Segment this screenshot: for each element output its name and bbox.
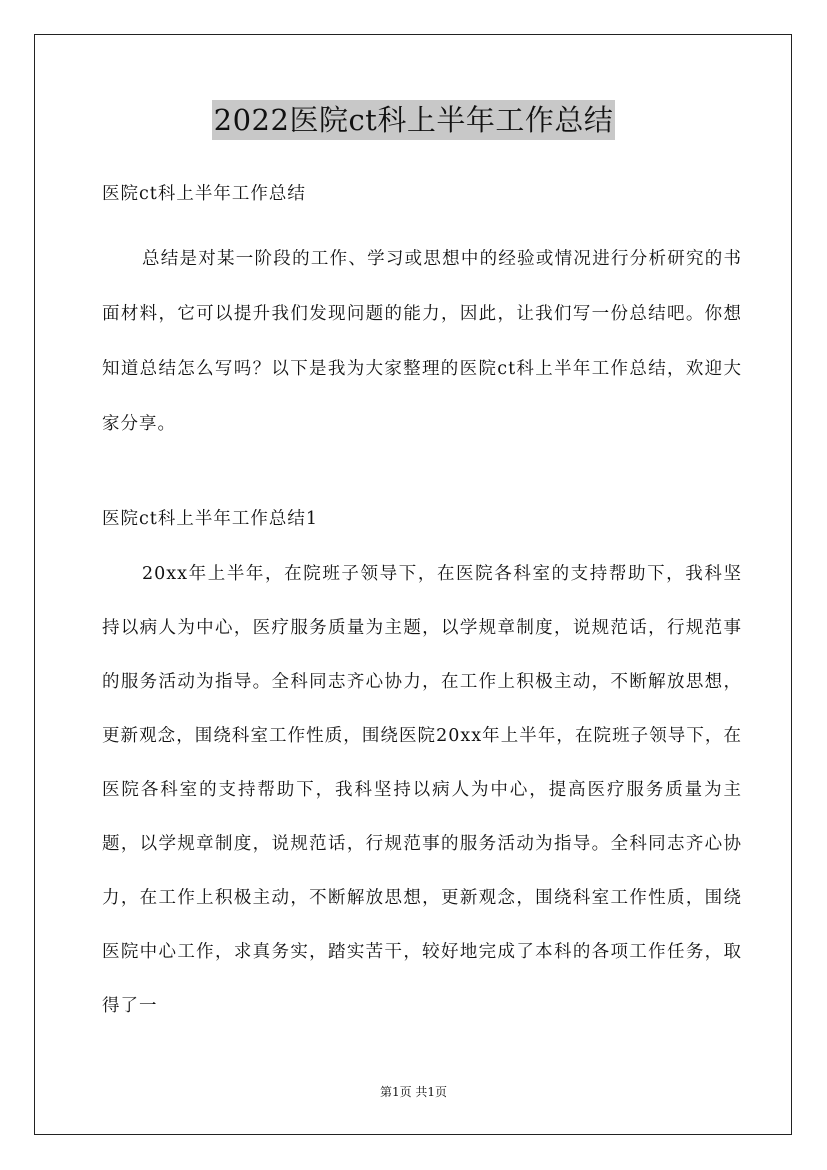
document-title-text: 2022医院ct科上半年工作总结 xyxy=(212,100,616,140)
section-heading: 医院ct科上半年工作总结1 xyxy=(102,509,318,529)
page-number-footer: 第1页 共1页 xyxy=(379,1085,448,1099)
document-title xyxy=(0,100,827,140)
section-paragraph: 20xx年上半年，在院班子领导下，在医院各科室的支持帮助下，我科坚持以病人为中心，医疗服务质量为主题，以学规章制度，说规范话，行规范事的服务活动为指导。全科同志齐心协力，在工作上积极主动，不断解放思想，更新观念，围绕科室工作性质，围绕医院20xx年上半年，在院班子领导下，在医院各科室的支持帮助下，我科坚持以病人为中心，提高医疗服务质量为主题，以学规章制度，说规范话，行规范事的服务活动为指导。全科同志齐心协力，在工作上积极主动，不断解放思想，更新观念，围绕科室工作性质，围绕医院中心工作，求真务实，踏实苦干，较好地完成了本科的各项工作任务，取得了一 xyxy=(102,564,742,1016)
document-subtitle: 医院ct科上半年工作总结 xyxy=(102,184,306,204)
intro-paragraph: 总结是对某一阶段的工作、学习或思想中的经验或情况进行分析研究的书面材料，它可以提升我们发现问题的能力，因此，让我们写一份总结吧。你想知道总结怎么写吗？以下是我为大家整理的医院ct科上半年工作总结，欢迎大家分享。 xyxy=(102,249,742,434)
